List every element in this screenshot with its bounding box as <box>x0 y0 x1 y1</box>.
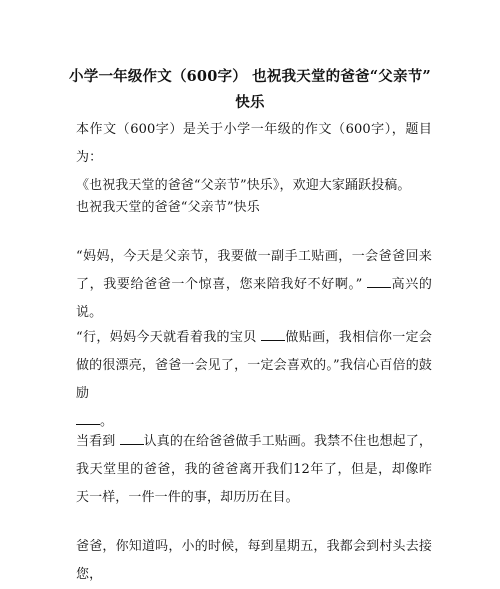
title-line-1: 小学一年级作文（600字） 也祝我天堂的爸爸“父亲节” <box>69 68 431 85</box>
title-line-2: 快乐 <box>235 94 265 111</box>
blank-underline <box>261 328 285 341</box>
paragraph-1 <box>76 243 432 327</box>
blank-underline <box>367 275 391 288</box>
paragraph-1-text-b: 高兴的说。 <box>76 277 432 320</box>
paragraph-2-text-b: 做贴画，我相信你一定会做的很漂亮，爸爸一会见了，一定会喜欢的。”我信心百倍的鼓励 <box>76 330 433 401</box>
paragraph-3-text-b: 认真的在给爸爸做手工贴画。我禁不住也想起了，我天堂里的爸爸，我的爸爸离开我们12年了，但是，却像昨天一样，一件一件的事，却历历在目。 <box>76 434 433 505</box>
paragraph-2-text-c: 。 <box>100 414 114 429</box>
paragraph-2 <box>76 324 432 436</box>
blank-underline <box>120 432 144 445</box>
blank-underline <box>76 412 100 425</box>
document-title <box>60 64 440 116</box>
paragraph-3-text-a: 当看到 <box>76 434 116 449</box>
paragraph-2-text-a: “行，妈妈今天就看着我的宝贝 <box>76 330 257 345</box>
essay-subtitle: 也祝我天堂的爸爸“父亲节”快乐 <box>76 200 260 215</box>
intro-paragraph <box>76 116 432 200</box>
intro-line-2: 《也祝我天堂的爸爸“父亲节”快乐》，欢迎大家踊跃投稿。 <box>76 178 411 193</box>
paragraph-4: 爸爸，你知道吗，小的时候，每到星期五，我都会到村头去接您， <box>76 539 432 582</box>
paragraph-3 <box>76 428 432 512</box>
intro-line-1: 本作文（600字）是关于小学一年级的作文（600字），题目为： <box>76 122 432 165</box>
paragraph-1-text-a: “妈妈，今天是父亲节，我要做一副手工贴画，一会爸爸回来了，我要给爸爸一个惊喜，您来陪我好不好啊。” <box>76 249 432 292</box>
